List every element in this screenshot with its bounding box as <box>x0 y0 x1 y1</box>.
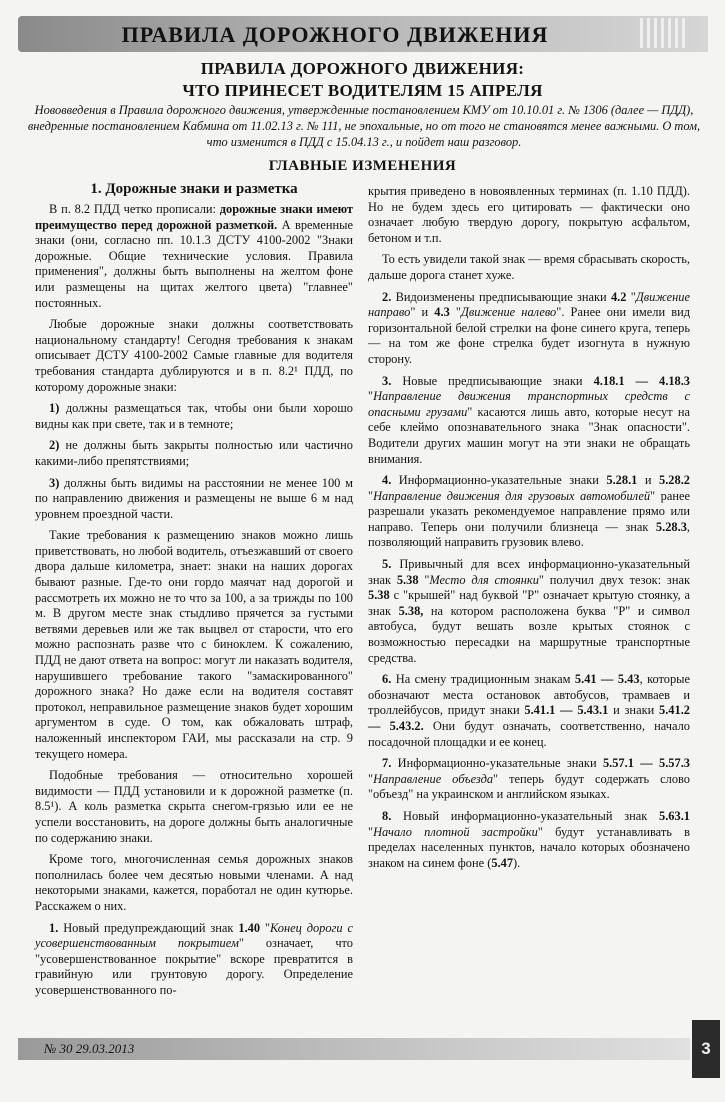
paragraph: крытия приведено в новоявленных терминах (п. 1.10 ПДД). Но не будем здесь его цитировать — фактически оно означает любую твердую дорогу, покрытую асфальтом, бетоном и т.п. <box>368 184 690 245</box>
right-column <box>368 184 690 877</box>
list-item: 1) должны размещаться так, чтобы они были хорошо видны как при свете, так и в темноте; <box>35 401 353 431</box>
left-column <box>35 180 353 1005</box>
paragraph: В п. 8.2 ПДД четко прописали: дорожные знаки имеют преимущество перед дорожной разметкой. А временные знаки (они, согласно пп. 10.1.3 ДСТУ 4100-2002 "Знаки дорожные. Общие технические условия. Правила применения", должны быть выполнены на желтом фоне или размещены на щитах желтого цвета) "главнее" постоянных. <box>35 202 353 310</box>
paragraph: 1. Новый предупреждающий знак 1.40 "Конец дороги с усовершенствованным покрытием" означает, что "усовершенствованное покрытие" вскоре превратится в гравийную или грунтовую дорогу. Определение усовершенствованного по- <box>35 920 354 997</box>
paragraph: Подобные требования — относительно хорошей видимости — ПДД установили и к дорожной разметке (п. 8.5¹). А коль разметка скрыта снегом-грязью или ее не успели восстановить, на дороге должны быть аналогичные по содержанию знаки. <box>35 768 353 845</box>
paragraph: 4. Информационно-указательные знаки 5.28.1 и 5.28.2 "Направление движения для грузовых автомобилей" ранее разрешали указать рекомендуемое направление прямо или направо. Теперь они получили близнеца — знак 5.28.3, позволяющий направить грузовик влево. <box>368 473 690 550</box>
paragraph: Любые дорожные знаки должны соответствовать национальному стандарту! Сегодня требования к знакам описывает ДСТУ 4100-2002 Самые главные для водителя требования стандарта дублируются и в п. 8.2¹ ПДД, по которому дорожные знаки: <box>35 317 353 394</box>
paragraph: 3. Новые предписывающие знаки 4.18.1 — 4.18.3 "Направление движения транспортных средств с опасными грузами" касаются лишь авто, которые несут на себе клеймо опознавательного знака "Знак опасности". Водители других машин могут на эти знаки не обращать внимания. <box>368 373 690 466</box>
list-item: 2) не должны быть закрыты полностью или частично какими-либо препятствиями; <box>35 438 353 468</box>
paragraph: 8. Новый информационно-указательный знак 5.63.1 "Начало плотной застройки" будут устанавливать в пределах населенных пунктов, начало которых обозначено знаком на синем фоне (5.47). <box>368 808 690 870</box>
paragraph: 7. Информационно-указательные знаки 5.57.1 — 5.57.3 "Направление объезда" теперь будут содержать слово "объезд" на украинском и английском языках. <box>368 756 690 802</box>
article-title-line1: ПРАВИЛА ДОРОЖНОГО ДВИЖЕНИЯ: <box>200 59 525 78</box>
issue-info: № 30 29.03.2013 <box>44 1041 135 1056</box>
paragraph: 6. На смену традиционным знакам 5.41 — 5.43, которые обозначают места остановок автобусов, трамваев и троллейбусов, придут знаки 5.41.1 — 5.43.1 и знаки 5.41.2 — 5.43.2. Они будут означать, соответственно, начало посадочной площадки и ее конец. <box>368 672 691 749</box>
header-decoration <box>640 18 685 48</box>
paragraph: 2. Видоизменены предписывающие знаки 4.2 "Движение направо" и 4.3 "Движение налево". Ранее они имели вид горизонтальной белой стрелки на фоне синего круга, теперь — на том же фоне стрелка будет изогнута в нужную сторону. <box>368 289 691 366</box>
paragraph: 5. Привычный для всех информационно-указательный знак 5.38 "Место для стоянки" получил двух тезок: знак 5.38 с "крышей" над буквой "Р" означает крытую стоянку, а знак 5.38, на котором расположена буква "Р" и символ автобуса, будут вешать возле крытых стоянок с возможностью пересадки на маршрутные транспортные средства. <box>368 557 690 665</box>
list-item: 3) должны быть видимы на расстоянии не менее 100 м по направлению движения и размещены не выше 6 м над уровнем проездной части. <box>35 475 353 521</box>
article-lead: Нововведения в Правила дорожного движения, утвержденные постановлением КМУ от 10.10.01 г. № 1306 (далее — ПДД), внедренные постановлением Кабмина от 11.02.13 г. № 111, не эпохальные, но от того не становятся менее важными. О том, что изменится в ПДД с 15.04.13 г., и пойдет наш разговор. <box>27 103 701 149</box>
section-title: ГЛАВНЫЕ ИЗМЕНЕНИЯ <box>268 158 457 174</box>
paragraph: Кроме того, многочисленная семья дорожных знаков пополнилась более чем десятью новыми членами. А над некоторыми знаками, кажется, поработал не один кутюрье. Расскажем о них. <box>35 852 353 913</box>
subsection-title: 1. Дорожные знаки и разметка <box>90 181 298 197</box>
paragraph: Такие требования к размещению знаков можно лишь приветствовать, но любой водитель, отъезжавший от своего двора дальше километра, знает: знаки на наших дорогах бывают разные. Где-то они гордо маячат над дорогой и рассмотреть их можно не то что за 100, а за трижды по 100 м. В другом месте знак стыдливо прячется за густыми ветвями деревьев или же так выцвел от старости, что его можно распознать разве что с биноклем. К сожалению, ПДД не дают ответа на вопрос: могут ли наказать водителя, нарушившего требование такого "замаскированного" дорожного знака? Но даже если на водителя составят протокол, неправильное размещение знаков будет хорошим аргументом в суде. О том, как обжаловать штраф, наложенный инспектором ГАИ, мы рассказали на стр. 9 текущего номера. <box>35 528 353 761</box>
section-header: ПРАВИЛА ДОРОЖНОГО ДВИЖЕНИЯ <box>121 22 549 47</box>
article-title-line2: ЧТО ПРИНЕСЕТ ВОДИТЕЛЯМ 15 АПРЕЛЯ <box>182 81 543 100</box>
page-number: 3 <box>692 1020 720 1078</box>
article-title <box>0 58 725 102</box>
paragraph: То есть увидели такой знак — время сбрасывать скорость, дальше дорога станет хуже. <box>368 252 690 282</box>
